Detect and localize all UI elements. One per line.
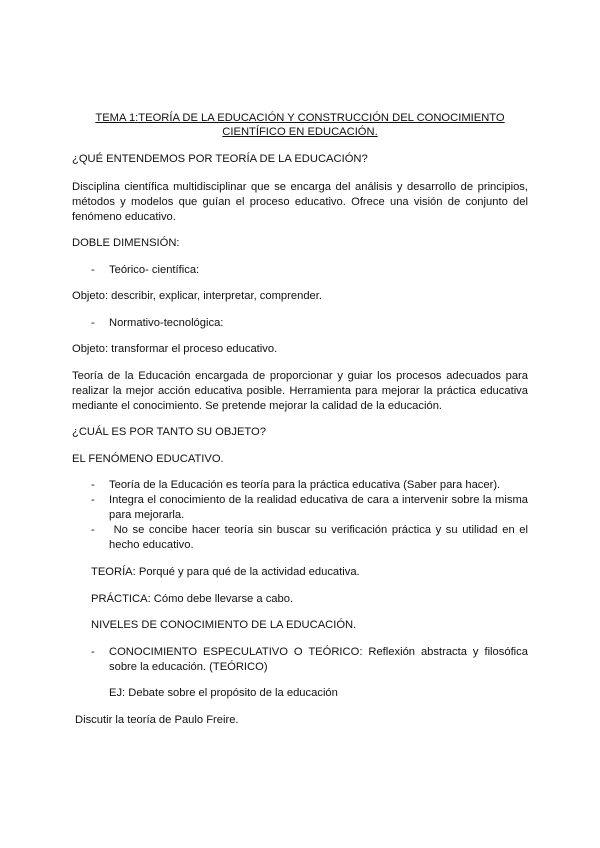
- bullet-marker: -: [91, 264, 95, 276]
- dimension-item-2: Normativo-tecnológica:: [109, 317, 224, 329]
- fenomeno-item: No se concibe hacer teoría sin buscar su verificación práctica y su utilidad en el hecho educativo.: [109, 524, 532, 551]
- teoria-definition: TEORÍA: Porqué y para qué de la actividad educativa.: [91, 566, 360, 578]
- doble-dimension-heading: DOBLE DIMENSIÓN:: [72, 237, 180, 249]
- objective-2: Objeto: transformar el proceso educativo.: [72, 343, 278, 355]
- bullet-marker: -: [91, 524, 95, 536]
- teoria-paragraph: Teoría de la Educación encargada de proporcionar y guiar los procesos adecuados para realizar la mejor acción educativa posible. Herramienta para mejorar la práctica educativa mediante el conocimiento. Se pretende mejorar la calidad de la educación.: [72, 370, 528, 412]
- question-heading-2: ¿CUÁL ES POR TANTO SU OBJETO?: [72, 426, 266, 438]
- bullet-marker: -: [91, 317, 95, 329]
- dimension-item-1: Teórico- científica:: [109, 264, 200, 276]
- bullet-marker: -: [91, 494, 95, 506]
- discussion-line: Discutir la teoría de Paulo Freire.: [75, 714, 239, 726]
- document-title: [72, 111, 528, 139]
- nivel-item: CONOCIMIENTO ESPECULATIVO O TEÓRICO: Reflexión abstracta y filosófica sobre la educación. (TEÓRICO): [109, 646, 528, 673]
- question-heading-1: ¿QUÉ ENTENDEMOS POR TEORÍA DE LA EDUCACIÓN?: [72, 153, 368, 165]
- bullet-marker: -: [91, 479, 95, 491]
- niveles-heading: NIVELES DE CONOCIMIENTO DE LA EDUCACIÓN.: [91, 619, 357, 631]
- bullet-marker: -: [91, 646, 95, 658]
- example-line: EJ: Debate sobre el propósito de la educación: [109, 687, 338, 699]
- fenomeno-item: Integra el conocimiento de la realidad educativa de cara a intervenir sobre la misma para mejorarla.: [109, 494, 528, 521]
- fenomeno-item: Teoría de la Educación es teoría para la práctica educativa (Saber para hacer).: [109, 479, 501, 491]
- definition-paragraph: Disciplina científica multidisciplinar que se encarga del análisis y desarrollo de principios, métodos y modelos que guían el proceso educativo. Ofrece una visión de conjunto del fenómeno educativo.: [72, 181, 528, 223]
- objective-1: Objeto: describir, explicar, interpretar, comprender.: [72, 290, 322, 302]
- title-line-1: TEMA 1:TEORÍA DE LA EDUCACIÓN Y CONSTRUCCIÓN DEL CONOCIMIENTO: [95, 112, 505, 124]
- fenomeno-heading: EL FENÓMENO EDUCATIVO.: [72, 453, 224, 465]
- title-line-2: CIENTÍFICO EN EDUCACIÓN.: [222, 126, 378, 138]
- practica-definition: PRÁCTICA: Cómo debe llevarse a cabo.: [91, 593, 294, 605]
